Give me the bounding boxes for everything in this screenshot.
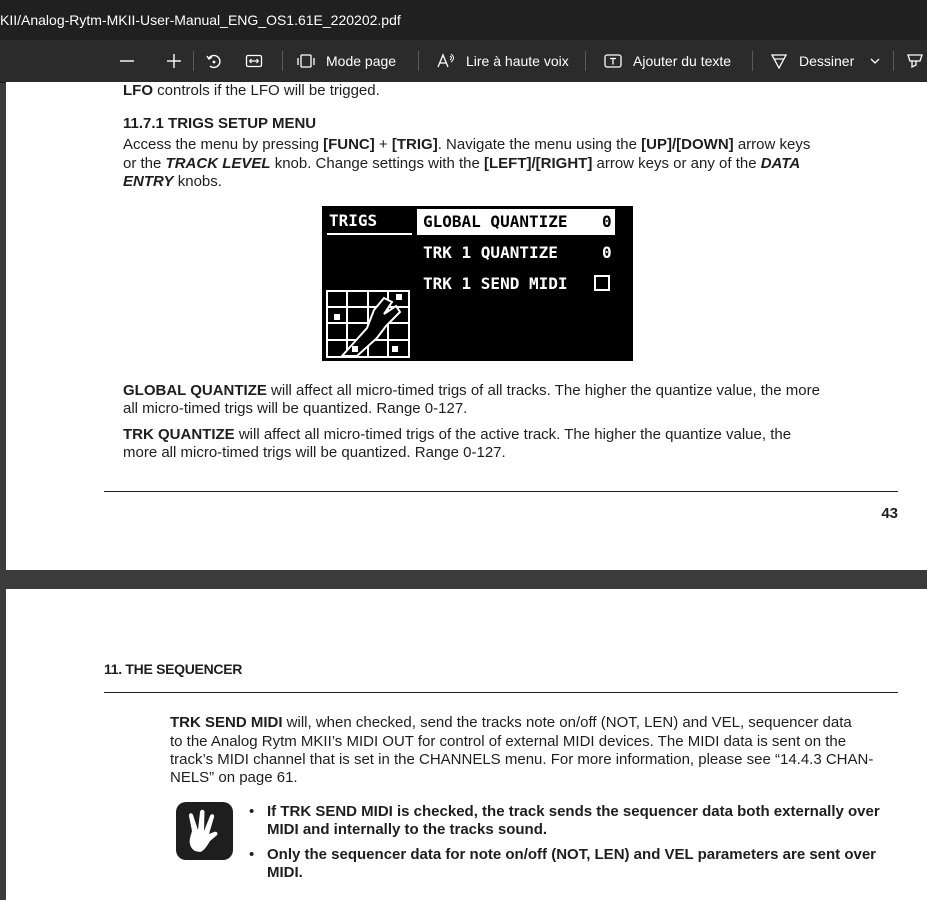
hand-gesture-icon	[176, 802, 233, 860]
fit-width-button[interactable]	[245, 40, 263, 82]
bullet1-line2: MIDI and internally to the tracks sound.	[267, 821, 548, 838]
bullet-dot: •	[249, 846, 255, 863]
lcd-row-value: 0	[602, 243, 612, 262]
read-aloud-icon	[436, 52, 456, 70]
text-run: knob. Change settings with the	[270, 155, 484, 172]
draw-label: Dessiner	[799, 53, 855, 69]
page-mode-button[interactable]	[296, 40, 396, 82]
data-entry-knob: ENTRY	[123, 173, 174, 190]
key-up: [UP]	[641, 136, 672, 153]
draw-dropdown-button[interactable]	[868, 40, 882, 82]
key-func: [FUNC]	[323, 136, 375, 153]
page-mode-icon	[296, 52, 316, 70]
title-bar	[0, 0, 927, 40]
lfo-line	[123, 82, 380, 101]
global-quantize-line1	[123, 382, 820, 401]
highlighter-icon	[905, 52, 925, 70]
bullet1-line1: If TRK SEND MIDI is checked, the track sends the sequencer data both externally over	[267, 803, 880, 820]
fit-width-icon	[245, 52, 263, 70]
header-rule	[104, 692, 898, 693]
read-aloud-button[interactable]	[436, 40, 569, 82]
trig-mark	[352, 346, 358, 352]
track-level-knob: TRACK LEVEL	[165, 155, 271, 172]
term-trk-send-midi: TRK SEND MIDI	[170, 714, 283, 731]
section-heading: 11.7.1 TRIGS SETUP MENU	[123, 115, 317, 132]
trk-quantize-line1	[123, 426, 791, 445]
text-run: will affect all micro-timed trigs of the active track. The higher the quantize value, the	[234, 426, 792, 443]
minus-icon	[118, 52, 136, 70]
lcd-svg	[322, 206, 633, 361]
lcd-tab-label: TRIGS	[329, 211, 378, 230]
term-trk-quantize: TRK QUANTIZE	[123, 426, 235, 443]
section-title: 11. THE SEQUENCER	[104, 661, 243, 677]
trk-quantize-line2: more all micro-timed trigs will be quantized. Range 0-127.	[123, 444, 506, 461]
text-run: arrow keys or any of the	[592, 155, 761, 172]
bullet-dot: •	[249, 803, 255, 820]
page-number: 43	[881, 505, 898, 522]
lcd-checkbox	[595, 276, 609, 290]
bullet2-line1: Only the sequencer data for note on/off (NOT, LEN) and VEL parameters are sent over	[267, 846, 877, 863]
text-run: will affect all micro-timed trigs of all tracks. The higher the quantize value, the more	[266, 382, 820, 399]
pdf-page-44	[6, 589, 927, 900]
toolbar-separator	[752, 51, 753, 71]
read-aloud-label: Lire à haute voix	[466, 53, 569, 69]
text-run: /	[672, 136, 677, 153]
key-left: [LEFT]	[484, 155, 532, 172]
toolbar-separator	[418, 51, 419, 71]
lcd-row-label: GLOBAL QUANTIZE	[423, 212, 568, 231]
text-run: Access the menu by pressing	[123, 136, 324, 153]
add-text-label: Ajouter du texte	[633, 53, 732, 69]
plus-icon	[165, 52, 183, 70]
global-quantize-line2: all micro-timed trigs will be quantized. Range 0-127.	[123, 400, 468, 417]
add-text-button[interactable]	[603, 40, 731, 82]
pdf-page-43	[6, 82, 927, 570]
rotate-icon	[205, 52, 223, 70]
lfo-bold: LFO	[123, 82, 153, 99]
key-right: [RIGHT]	[535, 155, 593, 172]
lcd-row-label: TRK 1 QUANTIZE	[423, 243, 558, 262]
zoom-out-button[interactable]	[118, 40, 136, 82]
trk-send-midi-line3: track’s MIDI channel that is set in the CHANNELS menu. For more information, please see “14.4.3 CHAN-	[170, 751, 874, 768]
text-run: will, when checked, send the tracks note on/off (NOT, LEN) and VEL, sequencer data	[282, 714, 852, 731]
trig-mark	[334, 314, 340, 320]
data-entry-knob: DATA	[760, 155, 801, 172]
lcd-tab-underline	[327, 233, 412, 235]
text-run: or the	[123, 155, 166, 172]
add-text-icon	[603, 52, 623, 70]
footer-rule	[104, 491, 898, 492]
lcd-row-value: 0	[602, 212, 612, 231]
trk-send-midi-line2: to the Analog Rytm MKII’s MIDI OUT for control of external MIDI devices. The MIDI data is sent on the	[170, 733, 847, 750]
page-mode-label: Mode page	[326, 53, 397, 69]
zoom-in-button[interactable]	[165, 40, 183, 82]
lcd-screen-illustration	[322, 206, 633, 361]
lcd-row-label: TRK 1 SEND MIDI	[423, 274, 568, 293]
document-title: KII/Analog-Rytm-MKII-User-Manual_ENG_OS1.61E_220202.pdf	[0, 12, 401, 28]
chevron-down-icon	[868, 54, 882, 68]
bullet2-line2: MIDI.	[267, 864, 303, 881]
text-run: knobs.	[173, 173, 222, 190]
key-trig: [TRIG]	[391, 136, 438, 153]
toolbar-separator	[893, 51, 894, 71]
para1-line1	[123, 136, 810, 155]
para1-line3	[123, 173, 222, 192]
text-run: /	[531, 155, 536, 172]
toolbar-separator	[585, 51, 586, 71]
trk-send-midi-line4: NELS” on page 61.	[170, 769, 298, 786]
toolbar-separator	[193, 51, 194, 71]
trk-send-midi-line1	[170, 714, 852, 733]
para1-line2	[123, 155, 800, 174]
highlight-button[interactable]	[905, 40, 925, 82]
trig-mark	[392, 346, 398, 352]
text-run: +	[374, 136, 392, 153]
rotate-button[interactable]	[205, 40, 223, 82]
lfo-rest: controls if the LFO will be trigged.	[153, 82, 380, 99]
key-down: [DOWN]	[676, 136, 734, 153]
text-run: arrow keys	[733, 136, 811, 153]
draw-button[interactable]	[769, 40, 854, 82]
term-global-quantize: GLOBAL QUANTIZE	[123, 382, 267, 399]
pdf-toolbar	[0, 40, 927, 83]
draw-icon	[769, 52, 789, 70]
trig-mark	[396, 294, 402, 300]
text-run: . Navigate the menu using the	[437, 136, 642, 153]
toolbar-separator	[282, 51, 283, 71]
